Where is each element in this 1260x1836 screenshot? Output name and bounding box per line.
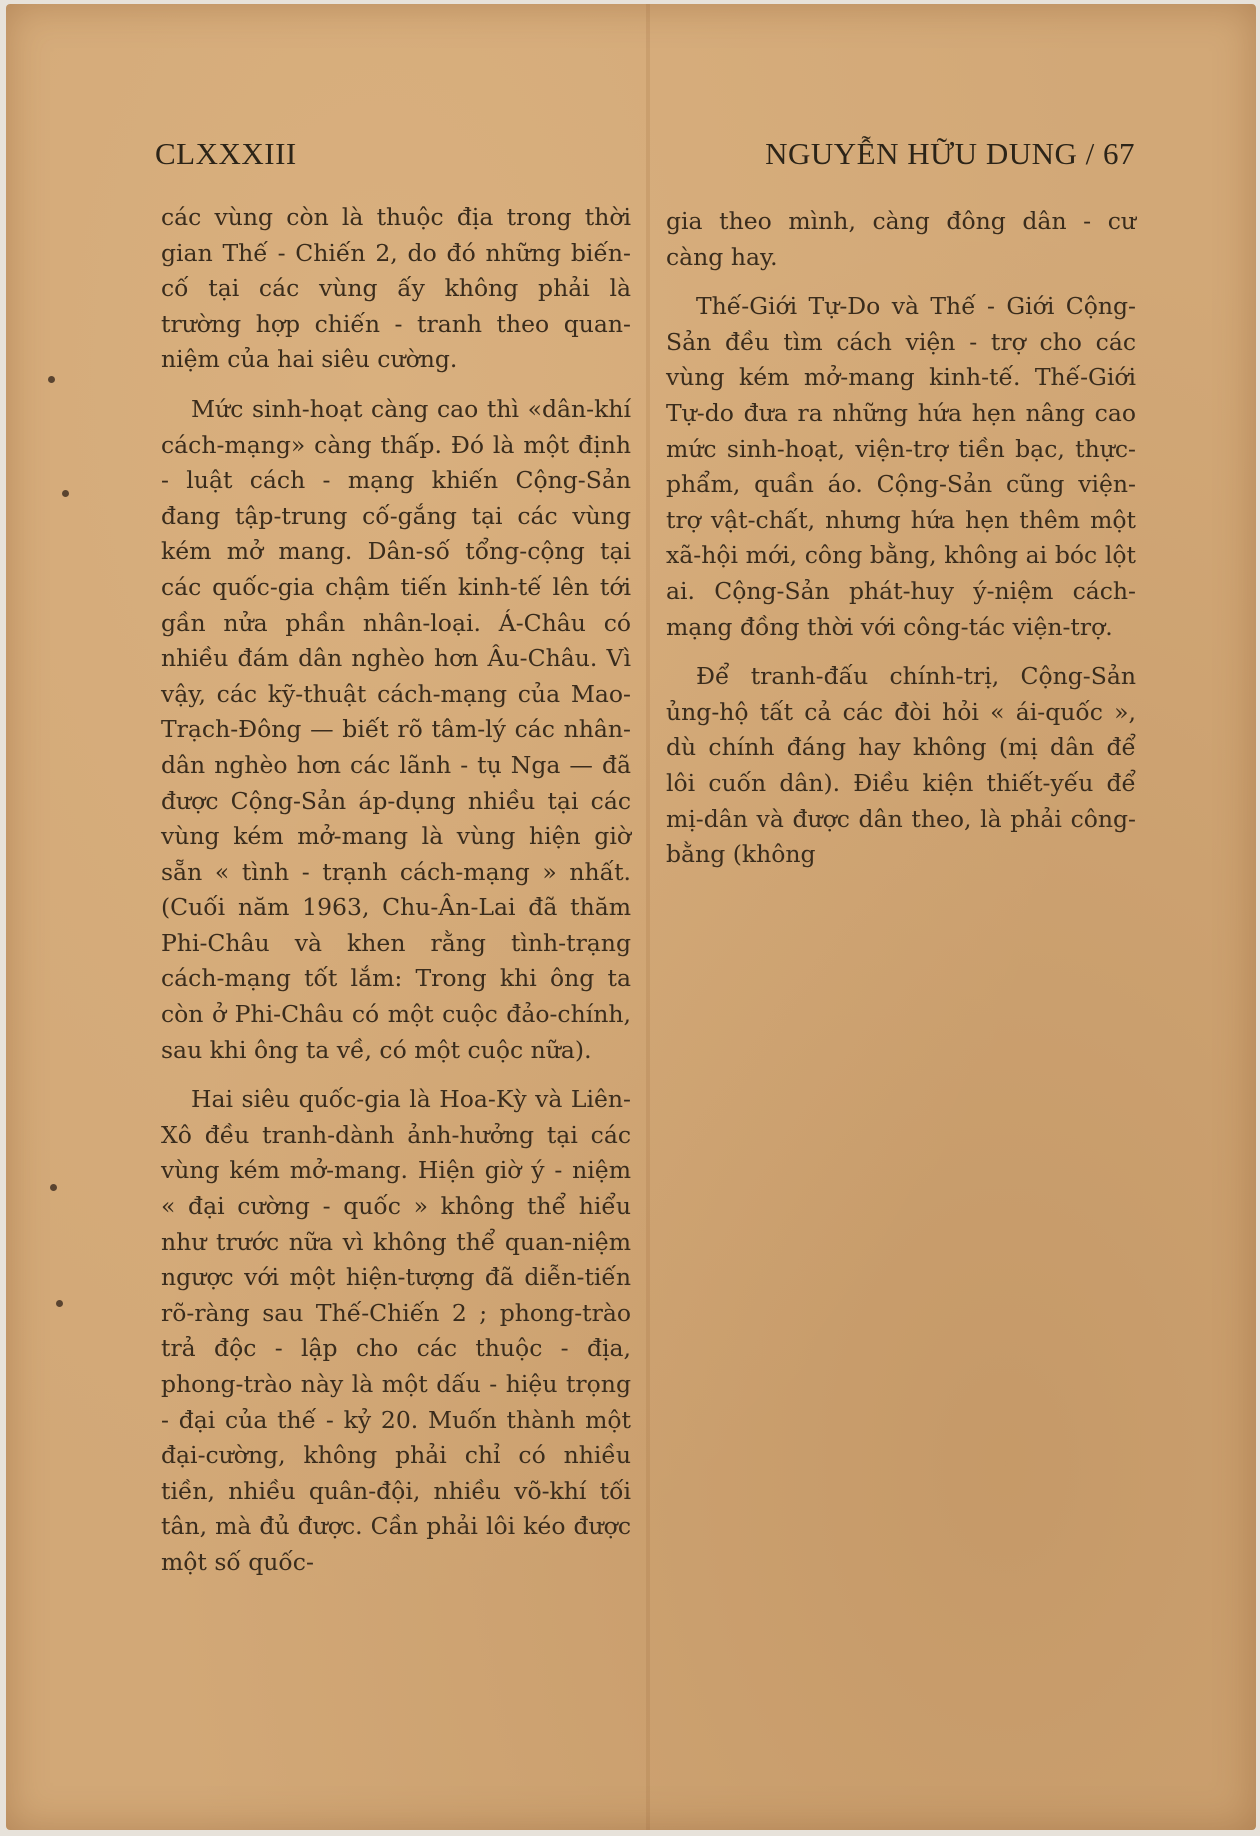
running-head-left: CLXXXIII bbox=[155, 136, 297, 171]
margin-speck bbox=[48, 376, 55, 383]
running-head-right: NGUYỄN HỮU DUNG / 67 bbox=[765, 136, 1135, 171]
margin-speck bbox=[56, 1300, 63, 1307]
margin-speck bbox=[50, 1184, 57, 1191]
paragraph: Hai siêu quốc-gia là Hoa-Kỳ và Liên-Xô đều tranh-dành ảnh-hưởng tại các vùng kém mở-mang. Hiện giờ ý - niệm « đại cường - quốc » không thể hiểu như trước nữa vì không thể quan-niệm ngược với một hiện-tượng đã diễn-tiến rõ-ràng sau Thế-Chiến 2 ; phong-trào trả độc - lập cho các thuộc - địa, phong-trào này là một dấu - hiệu trọng - đại của thế - kỷ 20. Muốn thành một đại-cường, không phải chỉ có nhiều tiền, nhiều quân-đội, nhiều võ-khí tối tân, mà đủ được. Cần phải lôi kéo được một số quốc- bbox=[161, 1085, 631, 1576]
book-page bbox=[6, 4, 1256, 1830]
paragraph: Mức sinh-hoạt càng cao thì «dân-khí cách-mạng» càng thấp. Đó là một định - luật cách - mạng khiến Cộng-Sản đang tập-trung cố-gắng tại các vùng kém mở mang. Dân-số tổng-cộng tại các quốc-gia chậm tiến kinh-tế lên tới gần nửa phần nhân-loại. Á-Châu có nhiều đám dân nghèo hơn Âu-Châu. Vì vậy, các kỹ-thuật cách-mạng của Mao-Trạch-Đông — biết rõ tâm-lý các nhân-dân nghèo hơn các lãnh - tụ Nga — đã được Cộng-Sản áp-dụng nhiều tại các vùng kém mở-mang là vùng hiện giờ sẵn « tình - trạnh cách-mạng » nhất. (Cuối năm 1963, Chu-Ân-Lai đã thăm Phi-Châu và khen rằng tình-trạng cách-mạng tốt lắm: Trong khi ông ta còn ở Phi-Châu có một cuộc đảo-chính, sau khi ông ta về, có một cuộc nữa). bbox=[161, 394, 631, 1064]
paragraph: Thế-Giới Tự-Do và Thế - Giới Cộng-Sản đều tìm cách viện - trợ cho các vùng kém mở-mang kinh-tế. Thế-Giới Tự-do đưa ra những hứa hẹn nâng cao mức sinh-hoạt, viện-trợ tiền bạc, thực-phẩm, quần áo. Cộng-Sản cũng viện-trợ vật-chất, nhưng hứa hẹn thêm một xã-hội mới, công bằng, không ai bóc lột ai. Cộng-Sản phát-huy ý-niệm cách-mạng đồng thời với công-tác viện-trợ. bbox=[666, 292, 1136, 641]
right-column bbox=[666, 204, 1136, 887]
paragraph: gia theo mình, càng đông dân - cư càng hay. bbox=[666, 207, 1136, 271]
left-column bbox=[161, 200, 631, 1595]
margin-speck bbox=[62, 490, 69, 497]
paragraph: các vùng còn là thuộc địa trong thời gian Thế - Chiến 2, do đó những biến-cố tại các vùng ấy không phải là trường hợp chiến - tranh theo quan-niệm của hai siêu cường. bbox=[161, 203, 631, 374]
page-fold bbox=[646, 4, 650, 1830]
paragraph: Để tranh-đấu chính-trị, Cộng-Sản ủng-hộ tất cả các đòi hỏi « ái-quốc », dù chính đáng hay không (mị dân để lôi cuốn dân). Điều kiện thiết-yếu để mị-dân và được dân theo, là phải công-bằng (không bbox=[666, 662, 1136, 869]
